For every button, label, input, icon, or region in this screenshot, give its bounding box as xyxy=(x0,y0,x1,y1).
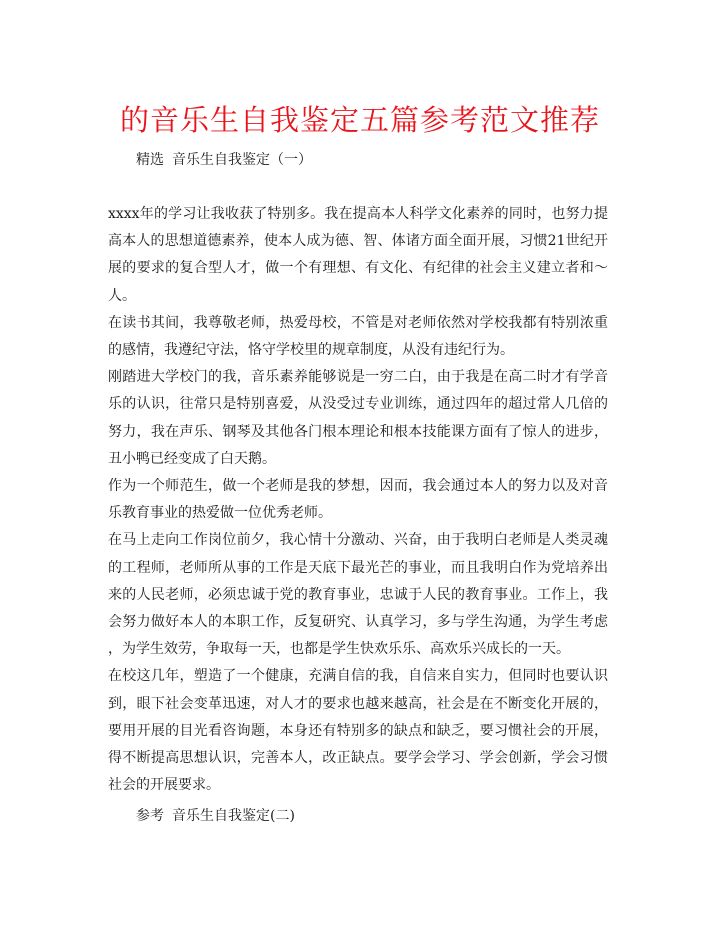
text-line: 得不断提高思想认识，完善本人，改正缺点。要学会学习、学会创新，学会习惯 xyxy=(108,750,608,767)
paragraph xyxy=(108,663,608,799)
document-body xyxy=(108,201,608,799)
text-line: 人。 xyxy=(108,287,136,304)
text-line: 的工程师，老师所从事的工作是天底下最光芒的事业，而且我明白作为党培养出 xyxy=(108,559,608,576)
text-line: 努力，我在声乐、钢琴及其他各门根本理论和根本技能课方面有了惊人的进步， xyxy=(108,423,608,440)
text-line: 在读书其间，我尊敬老师，热爱母校，不管是对老师依然对学校我都有特别浓重 xyxy=(108,314,608,331)
text-line: 在校这几年，塑造了一个健康，充满自信的我，自信来自实力，但同时也要认识 xyxy=(108,668,608,685)
text-line: 刚踏进大学校门的我，音乐素养能够说是一穷二白，由于我是在高二时才有学音 xyxy=(108,369,608,386)
text-line: 会努力做好本人的本职工作，反复研究、认真学习，多与学生沟通，为学生考虑 xyxy=(108,614,608,631)
text-line: ，为学生效劳，争取每一天，也都是学生快欢乐乐、高欢乐兴成长的一天。 xyxy=(108,641,570,658)
text-line: 在马上走向工作岗位前夕，我心情十分激动、兴奋，由于我明白老师是人类灵魂 xyxy=(108,532,608,549)
paragraph xyxy=(108,310,608,364)
document-title: 的音乐生自我鉴定五篇参考范文推荐 xyxy=(119,103,600,137)
section-label: 音乐生自我鉴定(二) xyxy=(172,808,295,824)
text-line: 来的人民老师，必须忠诚于党的教育事业，忠诚于人民的教育事业。工作上，我 xyxy=(108,586,608,603)
paragraph xyxy=(108,473,608,527)
text-line: 高本人的思想道德素养，使本人成为德、智、体诸方面全面开展，习惯21世纪开 xyxy=(108,233,608,250)
text-line: 作为一个师范生，做一个老师是我的梦想，因而，我会通过本人的努力以及对音 xyxy=(108,478,608,495)
text-line: xxxx年的学习让我收获了特别多。我在提高本人科学文化素养的同时，也努力提 xyxy=(108,206,608,222)
text-line: 丑小鸭已经变成了白天鹅。 xyxy=(108,450,276,467)
paragraph xyxy=(108,527,608,663)
text-line: 社会的开展要求。 xyxy=(108,777,220,794)
text-line: 要用开展的目光看咨询题，本身还有特别多的缺点和缺乏，要习惯社会的开展， xyxy=(108,722,608,739)
section-heading-2 xyxy=(136,806,295,826)
section-prefix: 精选 xyxy=(136,152,164,168)
section-label: 音乐生自我鉴定（一） xyxy=(172,152,312,168)
text-line: 到，眼下社会变革迅速，对人才的要求也越来越高，社会是在不断变化开展的， xyxy=(108,695,608,712)
paragraph xyxy=(108,201,608,310)
text-line: 乐教育事业的热爱做一位优秀老师。 xyxy=(108,505,332,522)
text-line: 乐的认识，往常只是特别喜爱，从没受过专业训练，通过四年的超过常人几倍的 xyxy=(108,396,608,413)
section-heading-1 xyxy=(136,150,312,170)
paragraph xyxy=(108,364,608,473)
text-line: 的感情，我遵纪守法，恪守学校里的规章制度，从没有违纪行为。 xyxy=(108,342,514,359)
section-prefix: 参考 xyxy=(136,808,164,824)
text-line: 展的要求的复合型人才，做一个有理想、有文化、有纪律的社会主义建立者和～ xyxy=(108,260,608,277)
